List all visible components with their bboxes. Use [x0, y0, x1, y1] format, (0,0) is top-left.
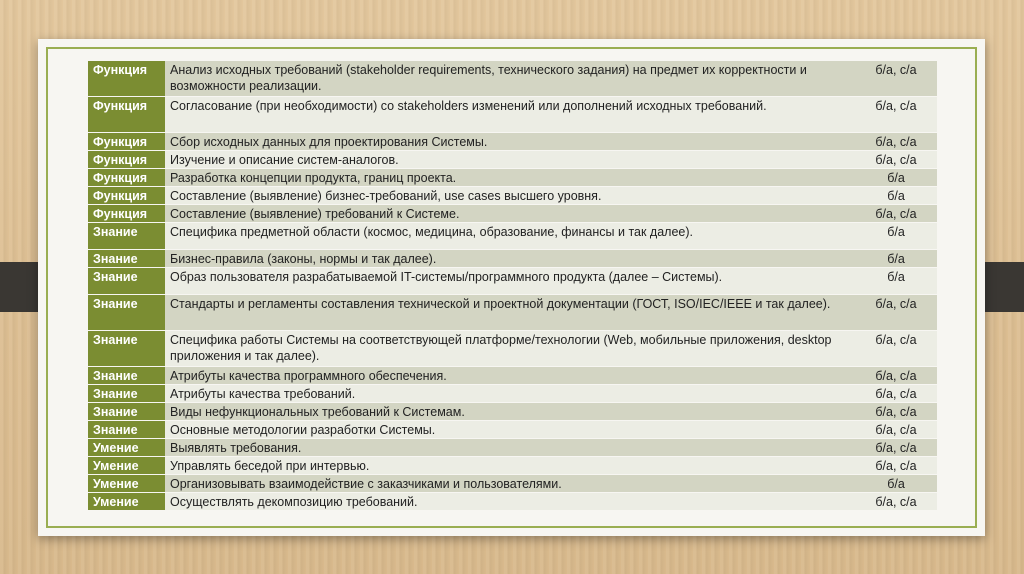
row-level: б/а, с/а — [855, 385, 937, 403]
row-text: Специфика работы Системы на соответствующей платформе/технологии (Web, мобильные приложения, desktop приложения и так далее). — [165, 331, 855, 367]
table-row — [88, 457, 937, 475]
row-level: б/а, с/а — [855, 457, 937, 475]
row-level: б/а — [855, 169, 937, 187]
row-text: Организовывать взаимодействие с заказчиками и пользователями. — [165, 475, 855, 493]
row-level: б/а, с/а — [855, 439, 937, 457]
row-type: Знание — [88, 295, 165, 331]
table-row — [88, 493, 937, 511]
row-level: б/а — [855, 268, 937, 295]
table-row — [88, 439, 937, 457]
row-type: Функция — [88, 187, 165, 205]
row-level: б/а, с/а — [855, 421, 937, 439]
row-level: б/а, с/а — [855, 403, 937, 421]
row-type: Функция — [88, 61, 165, 97]
row-text: Осуществлять декомпозицию требований. — [165, 493, 855, 511]
row-level: б/а — [855, 250, 937, 268]
table-row — [88, 475, 937, 493]
row-text: Изучение и описание систем-аналогов. — [165, 151, 855, 169]
row-level: б/а — [855, 223, 937, 250]
row-level: б/а — [855, 187, 937, 205]
table-row — [88, 421, 937, 439]
row-text: Управлять беседой при интервью. — [165, 457, 855, 475]
row-type: Знание — [88, 421, 165, 439]
row-level: б/а, с/а — [855, 133, 937, 151]
row-type: Умение — [88, 475, 165, 493]
table-row — [88, 331, 937, 367]
table-row — [88, 295, 937, 331]
row-text: Сбор исходных данных для проектирования Системы. — [165, 133, 855, 151]
row-text: Анализ исходных требований (stakeholder requirements, технического задания) на предмет их корректности и возможности реализации. — [165, 61, 855, 97]
table-row — [88, 205, 937, 223]
row-type: Знание — [88, 331, 165, 367]
row-type: Функция — [88, 133, 165, 151]
slide — [38, 39, 985, 536]
row-type: Функция — [88, 97, 165, 133]
table-row — [88, 151, 937, 169]
table-row — [88, 61, 937, 97]
row-text: Бизнес-правила (законы, нормы и так далее). — [165, 250, 855, 268]
table-row — [88, 97, 937, 133]
row-level: б/а, с/а — [855, 61, 937, 97]
row-level: б/а, с/а — [855, 493, 937, 511]
row-type: Знание — [88, 367, 165, 385]
table-row — [88, 403, 937, 421]
row-text: Стандарты и регламенты составления технической и проектной документации (ГОСТ, ISO/IEC/IEEE и так далее). — [165, 295, 855, 331]
row-text: Выявлять требования. — [165, 439, 855, 457]
row-text: Составление (выявление) бизнес-требований, use cases высшего уровня. — [165, 187, 855, 205]
row-level: б/а, с/а — [855, 151, 937, 169]
row-text: Согласование (при необходимости) со stakeholders изменений или дополнений исходных требований. — [165, 97, 855, 133]
row-type: Функция — [88, 169, 165, 187]
table-row — [88, 250, 937, 268]
row-text: Специфика предметной области (космос, медицина, образование, финансы и так далее). — [165, 223, 855, 250]
row-type: Функция — [88, 205, 165, 223]
row-type: Знание — [88, 403, 165, 421]
row-text: Атрибуты качества требований. — [165, 385, 855, 403]
row-level: б/а, с/а — [855, 295, 937, 331]
row-type: Знание — [88, 223, 165, 250]
row-type: Функция — [88, 151, 165, 169]
row-text: Составление (выявление) требований к Системе. — [165, 205, 855, 223]
row-text: Образ пользователя разрабатываемой IT-системы/программного продукта (далее – Системы). — [165, 268, 855, 295]
table-row — [88, 169, 937, 187]
row-level: б/а, с/а — [855, 331, 937, 367]
row-text: Разработка концепции продукта, границ проекта. — [165, 169, 855, 187]
row-type: Умение — [88, 457, 165, 475]
table-row — [88, 367, 937, 385]
table-row — [88, 187, 937, 205]
row-text: Виды нефункциональных требований к Системам. — [165, 403, 855, 421]
row-type: Знание — [88, 268, 165, 295]
row-text: Основные методологии разработки Системы. — [165, 421, 855, 439]
row-type: Умение — [88, 439, 165, 457]
row-type: Знание — [88, 250, 165, 268]
competency-table — [88, 61, 937, 511]
row-level: б/а, с/а — [855, 367, 937, 385]
row-level: б/а, с/а — [855, 205, 937, 223]
row-type: Знание — [88, 385, 165, 403]
table-row — [88, 268, 937, 295]
row-level: б/а, с/а — [855, 97, 937, 133]
table-row — [88, 385, 937, 403]
table-row — [88, 133, 937, 151]
row-type: Умение — [88, 493, 165, 511]
row-text: Атрибуты качества программного обеспечения. — [165, 367, 855, 385]
row-level: б/а — [855, 475, 937, 493]
table-row — [88, 223, 937, 250]
